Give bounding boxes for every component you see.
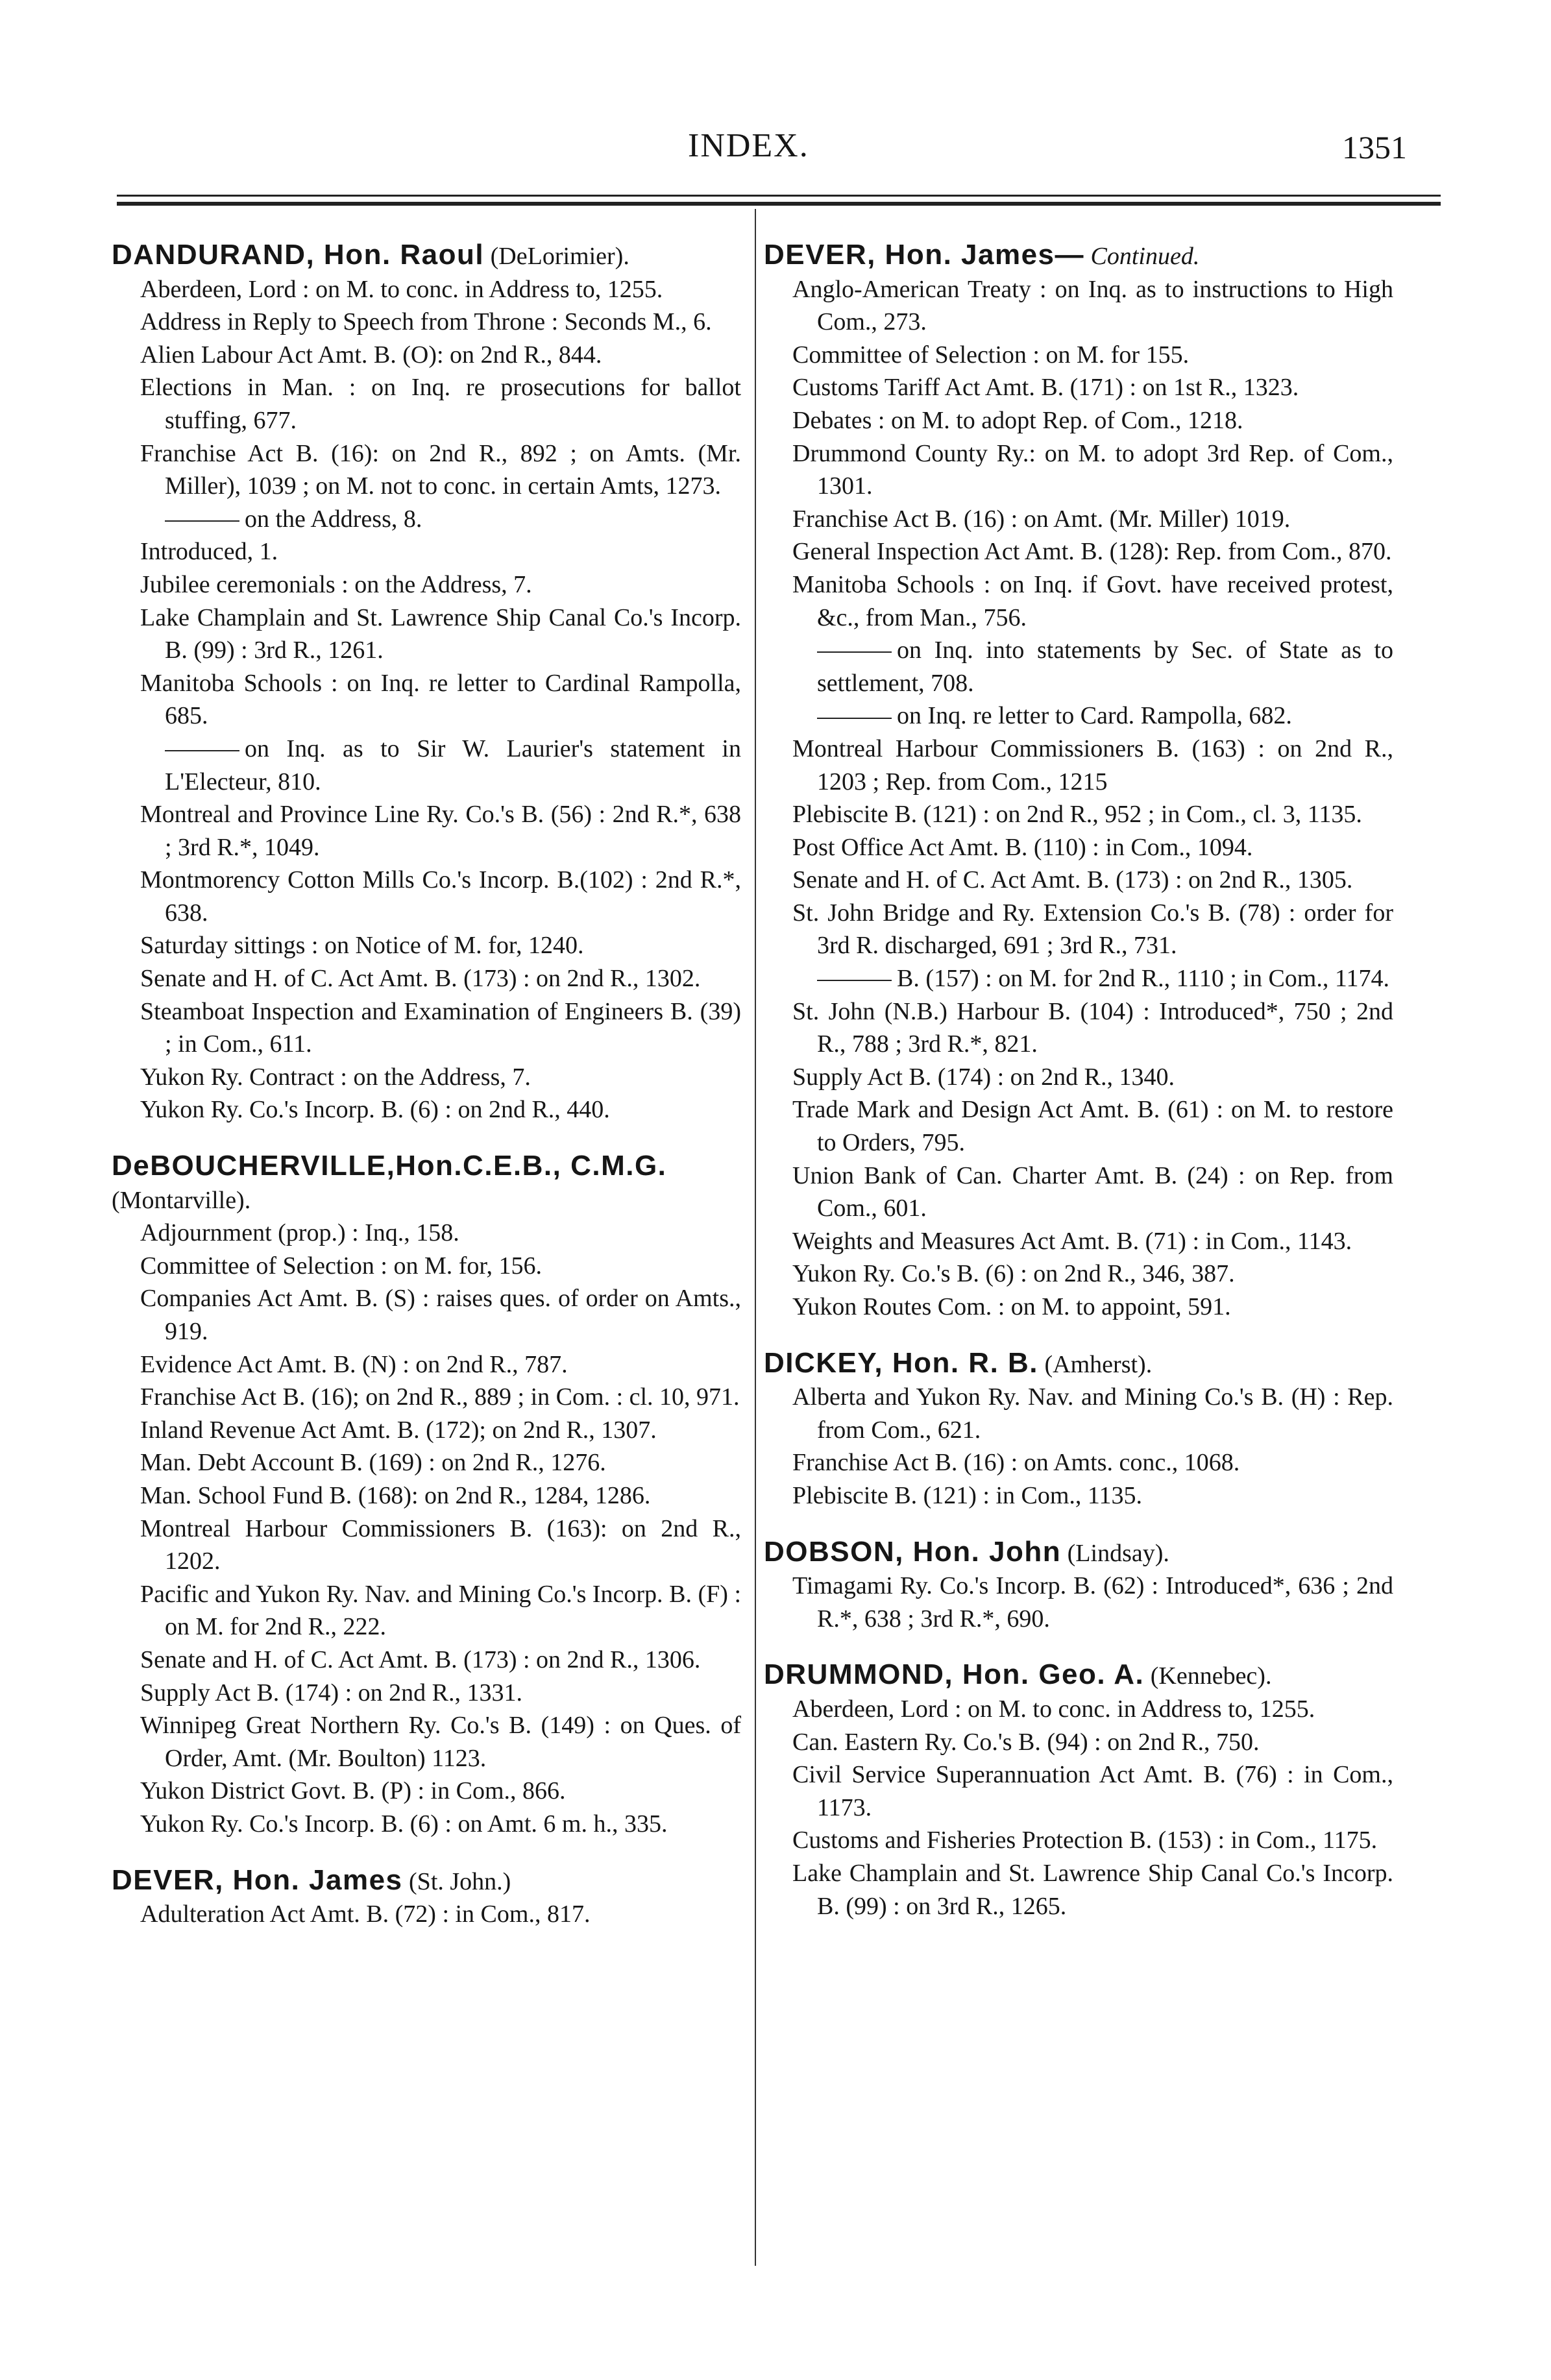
index-entry [764, 437, 1393, 503]
page-header [0, 127, 1551, 178]
index-entry [112, 1282, 741, 1348]
entry-text: Supply Act B. (174) : on 2nd R., 1331. [140, 1679, 523, 1706]
index-entry [112, 962, 741, 995]
entry-text: Franchise Act B. (16): on 2nd R., 892 ; on Amts. (Mr. Miller), 1039 ; on M. not to conc. in certain Amts, 1273. [140, 439, 741, 500]
section-gap [764, 1635, 1393, 1658]
ditto-dash [817, 980, 892, 981]
entry-text: Senate and H. of C. Act Amt. B. (173) : on 2nd R., 1302. [140, 965, 701, 993]
index-entry [112, 1348, 741, 1381]
entry-text: Lake Champlain and St. Lawrence Ship Canal Co.'s Incorp. B. (99) : on 3rd R., 1265. [792, 1859, 1393, 1920]
entry-text: on the Address, 8. [245, 505, 422, 533]
entry-text: Companies Act Amt. B. (S) : raises ques. of order on Amts., 919. [140, 1285, 741, 1345]
index-entry [112, 1381, 741, 1414]
entry-text: Alberta and Yukon Ry. Nav. and Mining Co.'s B. (H) : Rep. from Com., 621. [792, 1383, 1393, 1444]
entry-text: Supply Act B. (174) : on 2nd R., 1340. [792, 1063, 1175, 1091]
index-entry [764, 1570, 1393, 1635]
entry-text: Lake Champlain and St. Lawrence Ship Canal Co.'s Incorp. B. (99) : 3rd R., 1261. [140, 603, 741, 664]
entry-text: Trade Mark and Design Act Amt. B. (61) : on M. to restore to Orders, 795. [792, 1096, 1393, 1157]
member-riding: (Montarville). [112, 1186, 251, 1214]
member-name: DOBSON, Hon. John [764, 1535, 1062, 1568]
entry-text: B. (157) : on M. for 2nd R., 1110 ; in Com., 1174. [897, 965, 1389, 993]
entry-text: Elections in Man. : on Inq. re prosecutions for ballot stuffing, 677. [140, 374, 741, 434]
entry-text: Adulteration Act Amt. B. (72) : in Com., 817. [140, 1900, 591, 1928]
entry-text: Can. Eastern Ry. Co.'s B. (94) : on 2nd R., 750. [792, 1728, 1260, 1756]
index-entry [112, 1479, 741, 1512]
entry-text: Aberdeen, Lord : on M. to conc. in Address to, 1255. [140, 275, 663, 303]
section-gap [764, 1324, 1393, 1347]
entry-text: General Inspection Act Amt. B. (128): Rep. from Com., 870. [792, 538, 1392, 566]
index-entry [764, 634, 1393, 699]
index-entry [112, 733, 741, 798]
entry-text: Pacific and Yukon Ry. Nav. and Mining Co.'s Incorp. B. (F) : on M. for 2nd R., 222. [140, 1580, 741, 1641]
index-entry [112, 1512, 741, 1578]
entry-text: Anglo-American Treaty : on Inq. as to instructions to High Com., 273. [792, 275, 1393, 336]
entry-text: Yukon District Govt. B. (P) : in Com., 866. [140, 1777, 566, 1805]
index-entry [764, 1381, 1393, 1446]
ditto-dash [817, 718, 892, 719]
entry-text: Committee of Selection : on M. for 155. [792, 341, 1190, 369]
entry-text: Aberdeen, Lord : on M. to conc. in Address to, 1255. [792, 1695, 1315, 1723]
entry-text: Franchise Act B. (16) : on Amts. conc., 1068. [792, 1449, 1240, 1477]
ditto-dash [165, 520, 239, 522]
entry-text: Manitoba Schools : on Inq. re letter to Cardinal Rampolla, 685. [140, 669, 741, 730]
entry-text: Customs and Fisheries Protection B. (153) : in Com., 1175. [792, 1827, 1378, 1854]
index-entry [112, 339, 741, 372]
index-entry [764, 371, 1393, 404]
member-riding: (Lindsay). [1067, 1539, 1169, 1567]
entry-text: Yukon Ry. Contract : on the Address, 7. [140, 1063, 531, 1091]
index-entry [764, 995, 1393, 1061]
index-entry [112, 601, 741, 667]
index-entry [764, 568, 1393, 634]
entry-text: Timagami Ry. Co.'s Incorp. B. (62) : Introduced*, 636 ; 2nd R.*, 638 ; 3rd R.*, 690. [792, 1572, 1393, 1633]
index-entry [764, 897, 1393, 962]
entry-text: Franchise Act B. (16) : on Amt. (Mr. Miller) 1019. [792, 505, 1291, 533]
header-rule-thin [117, 195, 1441, 197]
entry-text: Civil Service Superannuation Act Amt. B. (76) : in Com., 1173. [792, 1761, 1393, 1821]
section-gap [112, 1126, 741, 1150]
entry-text: Manitoba Schools : on Inq. if Govt. have received protest, &c., from Man., 756. [792, 570, 1393, 631]
member-riding: (Kennebec). [1150, 1662, 1272, 1690]
entry-text: St. John Bridge and Ry. Extension Co.'s B. (78) : order for 3rd R. discharged, 691 ; 3rd R., 731. [792, 899, 1393, 960]
ditto-dash [817, 651, 892, 653]
index-entry [764, 1857, 1393, 1923]
index-entry [112, 1414, 741, 1447]
index-entry [764, 273, 1393, 339]
entry-text: Plebiscite B. (121) : on 2nd R., 952 ; in Com., cl. 3, 1135. [792, 801, 1362, 829]
index-entry [764, 798, 1393, 831]
entry-text: Montreal Harbour Commissioners B. (163): on 2nd R., 1202. [140, 1514, 741, 1575]
index-entry [764, 1758, 1393, 1824]
member-name: DEVER, Hon. James— [764, 239, 1085, 271]
member-heading [764, 1536, 1393, 1570]
index-entry [112, 1808, 741, 1841]
index-entry [112, 1898, 741, 1931]
entry-text: Jubilee ceremonials : on the Address, 7. [140, 570, 532, 598]
member-heading [764, 1347, 1393, 1381]
member-heading [112, 1864, 741, 1899]
entry-text: Customs Tariff Act Amt. B. (171) : on 1st R., 1323. [792, 374, 1299, 402]
index-entry [112, 1578, 741, 1644]
entry-text: Committee of Selection : on M. for, 156. [140, 1252, 543, 1280]
entry-text: Yukon Routes Com. : on M. to appoint, 591. [792, 1293, 1231, 1320]
entry-text: Yukon Ry. Co.'s Incorp. B. (6) : on Amt. 6 m. h., 335. [140, 1810, 668, 1838]
entry-text: Post Office Act Amt. B. (110) : in Com., 1094. [792, 833, 1253, 861]
entry-text: Debates : on M. to adopt Rep. of Com., 1218. [792, 406, 1243, 434]
index-entry [112, 667, 741, 733]
index-entry [112, 437, 741, 503]
index-entry [112, 306, 741, 339]
entry-text: Winnipeg Great Northern Ry. Co.'s B. (149) : on Ques. of Order, Amt. (Mr. Boulton) 1123. [140, 1712, 741, 1772]
member-name: DeBOUCHERVILLE,Hon.C.E.B., C.M.G. [112, 1150, 667, 1182]
member-heading [112, 239, 741, 273]
index-entry [764, 535, 1393, 568]
index-entry [112, 995, 741, 1061]
member-name: DICKEY, Hon. R. B. [764, 1346, 1039, 1379]
member-heading [764, 1658, 1393, 1693]
entry-text: Address in Reply to Speech from Throne : Seconds M., 6. [140, 308, 712, 336]
entry-text: Weights and Measures Act Amt. B. (71) : in Com., 1143. [792, 1227, 1352, 1255]
index-entry [112, 1250, 741, 1283]
index-entry [764, 864, 1393, 897]
index-entry [112, 1677, 741, 1710]
page-title: INDEX. [688, 127, 809, 164]
header-rule-thick [117, 202, 1441, 206]
member-heading [764, 239, 1393, 273]
index-entry [112, 568, 741, 601]
index-entry [764, 1257, 1393, 1291]
index-entry [764, 339, 1393, 372]
member-name: DEVER, Hon. James [112, 1864, 403, 1896]
entry-text: St. John (N.B.) Harbour B. (104) : Introduced*, 750 ; 2nd R., 788 ; 3rd R.*, 821. [792, 997, 1393, 1058]
entry-text: Yukon Ry. Co.'s Incorp. B. (6) : on 2nd R., 440. [140, 1096, 610, 1124]
section-gap [112, 1841, 741, 1864]
entry-text: Yukon Ry. Co.'s B. (6) : on 2nd R., 346, 387. [792, 1260, 1235, 1288]
entry-text: Evidence Act Amt. B. (N) : on 2nd R., 787. [140, 1350, 568, 1378]
member-riding: (St. John.) [409, 1867, 511, 1895]
index-entry [112, 1446, 741, 1479]
index-entry [112, 273, 741, 306]
member-name: DRUMMOND, Hon. Geo. A. [764, 1658, 1145, 1691]
index-entry [112, 371, 741, 437]
entry-text: Alien Labour Act Amt. B. (O): on 2nd R., 844. [140, 341, 602, 369]
entry-text: Man. Debt Account B. (169) : on 2nd R., 1276. [140, 1449, 606, 1477]
index-entry [112, 864, 741, 929]
index-entry [764, 1061, 1393, 1094]
index-entry [764, 1446, 1393, 1479]
index-entry [112, 503, 741, 536]
index-entry [112, 1709, 741, 1775]
entry-text: Introduced, 1. [140, 538, 278, 566]
index-entry [764, 404, 1393, 437]
index-entry [764, 1726, 1393, 1759]
member-riding: (Amherst). [1044, 1350, 1153, 1378]
entry-text: on Inq. re letter to Card. Rampolla, 682. [897, 702, 1292, 730]
index-entry [764, 1479, 1393, 1512]
index-entry [112, 1217, 741, 1250]
entry-text: Montmorency Cotton Mills Co.'s Incorp. B.(102) : 2nd R.*, 638. [140, 866, 741, 927]
index-entry [112, 798, 741, 864]
page-number: 1351 [1342, 129, 1407, 165]
index-entry [764, 1824, 1393, 1857]
index-entry [764, 831, 1393, 864]
entry-text: on Inq. as to Sir W. Laurier's statement in L'Electeur, 810. [165, 735, 741, 795]
index-entry [112, 535, 741, 568]
entry-text: Senate and H. of C. Act Amt. B. (173) : on 2nd R., 1305. [792, 866, 1353, 894]
index-entry [764, 962, 1393, 995]
entry-text: Union Bank of Can. Charter Amt. B. (24) : on Rep. from Com., 601. [792, 1161, 1393, 1222]
entry-text: Man. School Fund B. (168): on 2nd R., 1284, 1286. [140, 1481, 651, 1509]
index-entry [764, 1225, 1393, 1258]
index-entry [764, 699, 1393, 733]
member-riding: (DeLorimier). [490, 243, 629, 270]
index-entry [764, 1093, 1393, 1159]
ditto-dash [165, 750, 239, 751]
right-column [764, 239, 1393, 1923]
index-entry [112, 1093, 741, 1126]
entry-text: on Inq. into statements by Sec. of State as to settlement, 708. [817, 637, 1393, 697]
index-entry [764, 1160, 1393, 1225]
member-name: DANDURAND, Hon. Raoul [112, 239, 485, 271]
index-entry [764, 1693, 1393, 1726]
entry-text: Steamboat Inspection and Examination of Engineers B. (39) ; in Com., 611. [140, 997, 741, 1058]
entry-text: Montreal and Province Line Ry. Co.'s B. (56) : 2nd R.*, 638 ; 3rd R.*, 1049. [140, 801, 741, 861]
entry-text: Saturday sittings : on Notice of M. for, 1240. [140, 932, 584, 960]
section-gap [764, 1512, 1393, 1536]
index-entry [112, 1775, 741, 1808]
entry-text: Drummond County Ry.: on M. to adopt 3rd Rep. of Com., 1301. [792, 439, 1393, 500]
left-column [112, 239, 741, 1931]
index-entry [112, 1061, 741, 1094]
entry-text: Montreal Harbour Commissioners B. (163) : on 2nd R., 1203 ; Rep. from Com., 1215 [792, 735, 1393, 795]
index-entry [112, 929, 741, 962]
index-entry [764, 733, 1393, 798]
member-riding: Continued. [1090, 243, 1200, 270]
entry-text: Inland Revenue Act Amt. B. (172); on 2nd R., 1307. [140, 1416, 657, 1444]
entry-text: Senate and H. of C. Act Amt. B. (173) : on 2nd R., 1306. [140, 1645, 701, 1673]
index-entry [764, 503, 1393, 536]
entry-text: Franchise Act B. (16); on 2nd R., 889 ; in Com. : cl. 10, 971. [140, 1383, 740, 1411]
column-divider [755, 209, 756, 2266]
index-entry [112, 1644, 741, 1677]
entry-text: Plebiscite B. (121) : in Com., 1135. [792, 1481, 1143, 1509]
member-heading [112, 1150, 741, 1217]
index-entry [764, 1291, 1393, 1324]
entry-text: Adjournment (prop.) : Inq., 158. [140, 1219, 459, 1247]
